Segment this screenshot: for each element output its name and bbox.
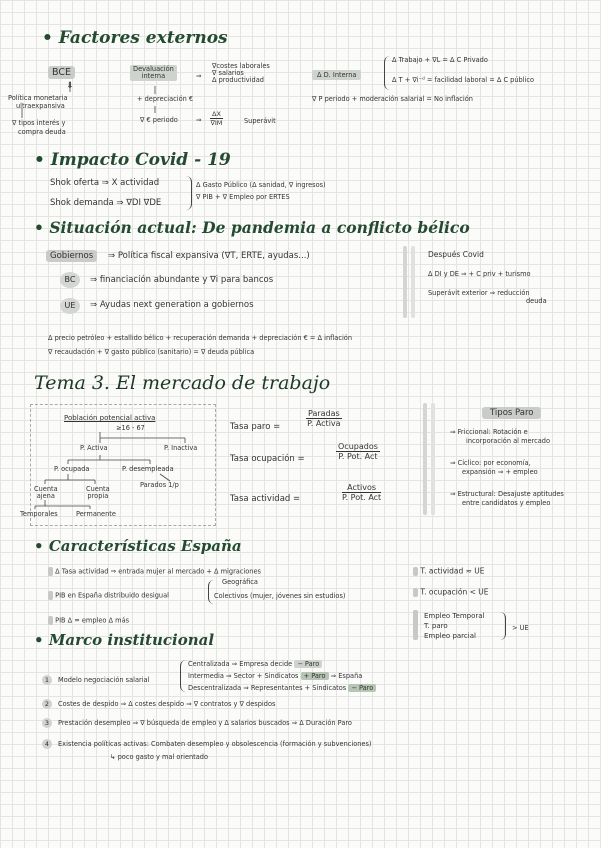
shock-oferta: Shok oferta ⇒ X actividad — [50, 178, 160, 188]
divider-bar — [411, 246, 415, 318]
carac-geografica: Geográfica — [222, 578, 258, 586]
bullet-icon — [413, 567, 418, 576]
brace — [186, 176, 192, 210]
bullet-icon — [413, 588, 418, 597]
bce-box: BCE — [48, 66, 75, 79]
tipo-estructural-2: entre candidatos y empleo — [462, 499, 551, 507]
tree-activa: P. Activa — [80, 444, 108, 452]
gobiernos-text: ⇒ Política fiscal expansiva (∇T, ERTE, ayudas...) — [108, 251, 310, 261]
marco-centralizada — [188, 660, 322, 668]
bce-note-1: Política monetaria — [8, 94, 68, 102]
tasa-ocupacion-label: Tasa ocupación = — [230, 454, 305, 464]
carac-right-ue: > UE — [512, 624, 529, 632]
text: Centralizada ⇒ Empresa decide — [188, 660, 293, 668]
despues-2: Superávit exterior ⇒ reducción — [428, 289, 530, 297]
carac-row-1 — [48, 567, 261, 576]
line: Empleo parcial — [424, 632, 476, 640]
marco-item-2: Costes de despido ⇒ Δ costes despido ⇒ ∇ contratos y ∇ despidos — [58, 700, 276, 708]
brace — [384, 56, 390, 90]
tree-permanente: Permanente — [76, 510, 116, 518]
tipo-estructural: ⇒ Estructural: Desajuste aptitudes — [450, 490, 564, 498]
section-title-caracteristicas: • Características España — [34, 537, 242, 555]
carac-row-2 — [48, 591, 169, 600]
marco-descentralizada — [188, 684, 376, 692]
carac-colectivos: Colectivos (mujer, jóvenes sin estudios) — [214, 592, 346, 600]
carac-row-3 — [48, 616, 129, 625]
text: Descentralizada ⇒ Representantes + Sindicatos — [188, 684, 347, 692]
text: T. ocupación < UE — [420, 587, 489, 597]
text: T. actividad ≈ UE — [420, 566, 485, 576]
text: ⇒ España — [330, 672, 363, 680]
fraction-den: P. Pot. Act — [342, 493, 382, 502]
line: ajena — [36, 492, 55, 500]
inflation-line: Δ precio petróleo + estallido bélico + recuperación demanda + depreciación € = Δ inflación — [48, 334, 353, 342]
item-number: 3 — [42, 718, 52, 728]
dd-effect-2: Δ T + ∇i⁻ᵈ = facilidad laboral = Δ C público — [392, 76, 535, 84]
title-text: Factores externos — [58, 28, 228, 48]
tasa-paro-fraction — [306, 409, 342, 428]
tasa-actividad-label: Tasa actividad = — [230, 494, 301, 504]
effect-1: ∇costes laborales — [212, 62, 270, 70]
bullet-icon — [48, 567, 53, 576]
ue-label: UE — [60, 298, 80, 314]
marco-intermedia — [188, 672, 362, 680]
bce-note-3: ∇ tipos interés y — [12, 119, 66, 127]
tasa-paro-label: Tasa paro = — [230, 422, 281, 432]
bce-note-4: compra deuda — [18, 128, 66, 136]
text: Δ Tasa actividad ⇒ entrada mujer al mercado + Δ migraciones — [55, 567, 261, 576]
despues-title: Después Covid — [428, 250, 484, 259]
fraction-den: P. Pot. Act — [338, 452, 378, 461]
tasa-ocupacion-fraction — [336, 442, 380, 461]
text: PIB Δ = empleo Δ más — [55, 616, 130, 625]
line: Cuenta — [34, 485, 58, 493]
tipo-ciclico: ⇒ Cíclico: por economía, — [450, 459, 531, 467]
shock-demanda: Shok demanda ⇒ ∇DI ∇DE — [50, 198, 162, 208]
tipo-friccional-2: incorporación al mercado — [466, 437, 551, 445]
title-text: Situación actual: De pandemia a conflicto bélico — [49, 218, 470, 237]
arrow-down-icon: ⇓ — [66, 81, 74, 91]
item-number: 1 — [42, 675, 52, 685]
tipo-ciclico-2: expansión ⇒ + empleo — [462, 468, 538, 476]
brace — [500, 612, 506, 640]
tree-title: Población potencial activa — [64, 414, 156, 422]
devaluacion-line-2: interna — [141, 72, 166, 80]
tasa-actividad-fraction — [342, 483, 381, 502]
fraction-num: Activos — [342, 483, 381, 493]
bullet-icon — [48, 616, 53, 625]
bce-note-2: ultraexpansiva — [16, 102, 65, 110]
covid-result-1: Δ Gasto Público (Δ sanidad, ∇ ingresos) — [196, 181, 326, 189]
bullet-icon — [48, 591, 53, 600]
marco-item-1: Modelo negociación salarial — [58, 676, 150, 684]
section-title-tema3: Tema 3. El mercado de trabajo — [34, 372, 331, 394]
dev-superavit: Superávit — [244, 117, 276, 125]
s1-bottom-line: ∇ P periodo + moderación salarial = No inflación — [312, 95, 473, 103]
section-title-situacion: • Situación actual: De pandemia a conflicto bélico — [34, 218, 470, 237]
title-text: Características España — [48, 537, 242, 555]
despues-3: deuda — [526, 297, 547, 305]
devaluacion-effects — [212, 63, 270, 84]
covid-result-2: ∇ PIB + ∇ Empleo por ERTES — [196, 193, 290, 201]
tipos-paro-title: Tipos Paro — [482, 407, 541, 419]
dev-plus: + depreciación € — [137, 95, 194, 103]
title-text: Impacto Covid - 19 — [50, 150, 231, 170]
dev-fraction — [210, 110, 223, 127]
title-text: Marco institucional — [48, 631, 215, 649]
tree-ocupada: P. ocupada — [54, 465, 90, 473]
implies-icon: ⇒ — [196, 116, 202, 124]
line: propia — [87, 492, 109, 500]
bc-label: BC — [60, 272, 80, 288]
effect-3: Δ productividad — [212, 76, 264, 84]
tree-parados: Parados 1/p — [140, 481, 179, 489]
fraction-num: Paradas — [308, 409, 340, 418]
tree-cuenta-ajena — [34, 486, 58, 500]
implies-icon: ⇒ — [196, 72, 202, 80]
tag: − Paro — [348, 684, 376, 692]
marco-item-4: Existencia políticas activas: Combaten desempleo y obsolescencia (formación y subvenciones) — [58, 740, 372, 748]
divider-bar — [431, 403, 435, 515]
item-number: 2 — [42, 699, 52, 709]
tree-temporales: Temporales — [20, 510, 58, 518]
tree-cuenta-propia — [86, 486, 110, 500]
section-title-covid: • Impacto Covid - 19 — [34, 150, 231, 170]
divider-bar — [403, 246, 407, 318]
divider-bar — [423, 403, 427, 515]
text: PIB en España distribuido desigual — [55, 591, 169, 600]
despues-1: Δ DI y DE ⇒ + C priv + turismo — [428, 270, 531, 278]
fraction-den: P. Activa — [307, 419, 341, 428]
effect-2: ∇ salarios — [212, 69, 244, 77]
tree-age: ≥16 - 67 — [116, 424, 145, 432]
marco-item-4b: ↳ poco gasto y mal orientado — [110, 753, 209, 761]
carac-right-2 — [413, 588, 489, 597]
devaluacion-line-1: Devaluación — [133, 65, 174, 73]
section-title-marco: • Marco institucional — [34, 631, 215, 649]
item-number: 4 — [42, 739, 52, 749]
tree-desempleada: P. desempleada — [122, 465, 174, 473]
text: Intermedia ⇒ Sector + Sindicatos — [188, 672, 299, 680]
dev-periodo: ∇ € periodo — [140, 116, 178, 124]
carac-right-3 — [424, 611, 485, 641]
debt-line: ∇ recaudación + ∇ gasto público (sanitario) = ∇ deuda pública — [48, 348, 255, 356]
section-title-factores: • Factores externos — [42, 28, 228, 48]
tag: − Paro — [294, 660, 322, 668]
fraction-num: Ocupados — [338, 442, 378, 451]
marco-item-3: Prestación desempleo ⇒ ∇ búsqueda de empleo y Δ salarios buscados ⇒ Δ Duración Paro — [58, 719, 352, 727]
line: Empleo Temporal — [424, 612, 485, 620]
devaluacion-box — [130, 65, 177, 81]
line: T. paro — [424, 622, 448, 630]
fraction-den: ∇IM — [210, 119, 223, 127]
tipo-friccional: ⇒ Friccional: Rotación e — [450, 428, 528, 436]
bc-text: ⇒ financiación abundante y ∇i para bancos — [90, 275, 274, 285]
carac-right-1 — [413, 567, 485, 576]
demanda-interna-box: Δ D. Interna — [312, 70, 361, 80]
bullet-icon — [413, 610, 418, 640]
gobiernos-label: Gobiernos — [46, 250, 97, 262]
tag: + Paro — [301, 672, 329, 680]
dd-effect-1: Δ Trabajo + ∇L = Δ C Privado — [392, 56, 488, 64]
brace — [180, 660, 186, 692]
ue-text: ⇒ Ayudas next generation a gobiernos — [90, 300, 254, 310]
tree-inactiva: P. Inactiva — [164, 444, 198, 452]
fraction-num: ΔX — [212, 110, 221, 118]
line: Cuenta — [86, 485, 110, 493]
